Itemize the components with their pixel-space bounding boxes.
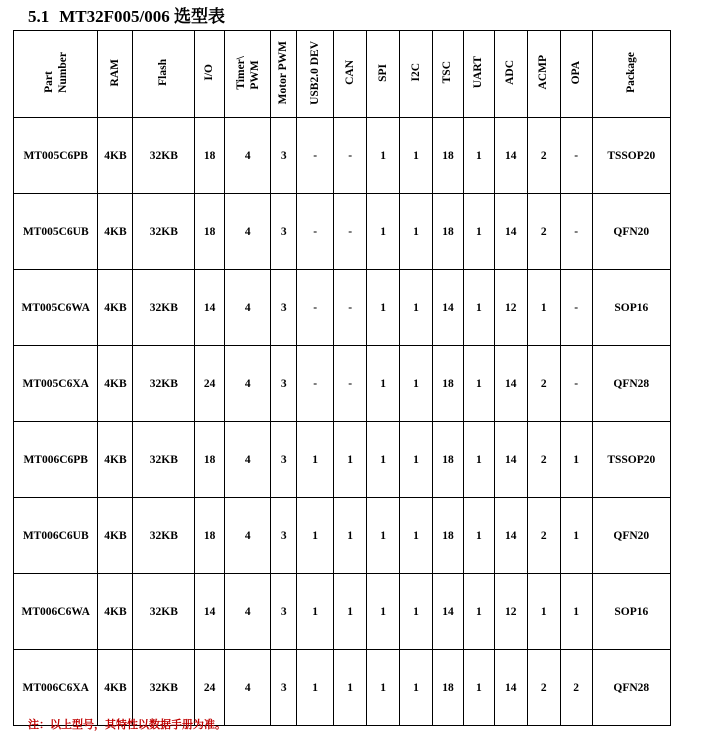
table-cell: 4 (225, 650, 271, 726)
table-cell: 4 (225, 346, 271, 422)
table-cell: 1 (297, 574, 334, 650)
table-cell: - (560, 270, 592, 346)
table-cell: 4KB (98, 498, 133, 574)
header-cell-i2c (400, 31, 433, 118)
header-label: Package (624, 52, 637, 93)
table-cell: 1 (560, 422, 592, 498)
table-row (14, 194, 671, 270)
table-cell: 1 (367, 194, 400, 270)
package-cell: TSSOP20 (592, 422, 670, 498)
header-cell-io (195, 31, 225, 118)
table-cell: 32KB (133, 346, 195, 422)
part-number-cell: MT005C6UB (14, 194, 98, 270)
header-cell-part-number (14, 31, 98, 118)
header-cell-flash (133, 31, 195, 118)
table-row (14, 118, 671, 194)
table-cell: 14 (494, 194, 527, 270)
table-cell: 2 (527, 422, 560, 498)
table-cell: 1 (400, 574, 433, 650)
package-cell: SOP16 (592, 574, 670, 650)
table-cell: 1 (400, 498, 433, 574)
table-cell: 3 (271, 574, 297, 650)
table-cell: 1 (334, 574, 367, 650)
part-number-cell: MT006C6XA (14, 650, 98, 726)
table-cell: 3 (271, 270, 297, 346)
table-cell: 1 (334, 422, 367, 498)
table-cell: 4 (225, 118, 271, 194)
table-cell: 4 (225, 574, 271, 650)
table-cell: 1 (334, 498, 367, 574)
table-cell: 32KB (133, 270, 195, 346)
table-cell: 1 (463, 498, 494, 574)
table-cell: 32KB (133, 422, 195, 498)
table-cell: 1 (367, 498, 400, 574)
table-cell: 14 (494, 118, 527, 194)
table-cell: 4KB (98, 118, 133, 194)
table-row (14, 650, 671, 726)
table-cell: 32KB (133, 650, 195, 726)
table-cell: 14 (433, 270, 464, 346)
header-label: I2C (409, 63, 422, 82)
table-cell: - (297, 194, 334, 270)
table-cell: 1 (367, 270, 400, 346)
table-cell: 1 (463, 346, 494, 422)
table-cell: 2 (560, 650, 592, 726)
table-cell: 3 (271, 650, 297, 726)
table-cell: 3 (271, 194, 297, 270)
package-cell: QFN28 (592, 346, 670, 422)
table-cell: 1 (400, 194, 433, 270)
header-cell-motor-pwm (271, 31, 297, 118)
table-cell: 14 (195, 270, 225, 346)
header-cell-tsc (433, 31, 464, 118)
table-cell: - (334, 346, 367, 422)
table-cell: 14 (494, 498, 527, 574)
table-cell: 32KB (133, 118, 195, 194)
part-number-cell: MT006C6WA (14, 574, 98, 650)
header-label: OPA (569, 60, 582, 85)
table-cell: - (334, 270, 367, 346)
table-row (14, 422, 671, 498)
table-cell: 4 (225, 498, 271, 574)
table-cell: 14 (433, 574, 464, 650)
header-label: RAM (108, 58, 121, 87)
table-body (14, 118, 671, 726)
table-cell: - (297, 346, 334, 422)
header-label: ADC (504, 60, 517, 85)
header-label: I/O (203, 64, 216, 81)
table-cell: 3 (271, 498, 297, 574)
table-cell: 14 (494, 346, 527, 422)
table-cell: 1 (367, 650, 400, 726)
table-cell: 18 (195, 498, 225, 574)
header-cell-uart (463, 31, 494, 118)
table-cell: 18 (195, 194, 225, 270)
table-cell: 32KB (133, 194, 195, 270)
table-cell: 1 (527, 574, 560, 650)
table-cell: 1 (297, 498, 334, 574)
table-cell: 1 (400, 270, 433, 346)
header-label: UART (472, 56, 485, 89)
table-cell: 1 (367, 346, 400, 422)
package-cell: QFN20 (592, 194, 670, 270)
table-cell: 18 (195, 118, 225, 194)
table-cell: 14 (195, 574, 225, 650)
table-cell: 18 (433, 650, 464, 726)
table-cell: - (297, 118, 334, 194)
table-cell: 4 (225, 422, 271, 498)
footer-note-text: 注：以上型号，其特性以数据手册为准。 (28, 718, 226, 731)
table-cell: 14 (494, 422, 527, 498)
table-cell: 1 (400, 422, 433, 498)
table-cell: 4KB (98, 270, 133, 346)
table-cell: 4KB (98, 194, 133, 270)
table-cell: 24 (195, 650, 225, 726)
header-label: Motor PWM (277, 40, 290, 105)
table-cell: 1 (463, 574, 494, 650)
header-cell-spi (367, 31, 400, 118)
table-cell: 1 (463, 422, 494, 498)
table-row (14, 498, 671, 574)
header-cell-package (592, 31, 670, 118)
table-cell: 4 (225, 194, 271, 270)
table-cell: 2 (527, 194, 560, 270)
section-title: MT32F005/006 选型表 (59, 7, 225, 26)
table-cell: - (334, 194, 367, 270)
table-cell: 1 (463, 118, 494, 194)
table-cell: 1 (400, 650, 433, 726)
table-cell: 24 (195, 346, 225, 422)
table-cell: 1 (367, 422, 400, 498)
table-cell: 1 (400, 118, 433, 194)
selection-table (13, 30, 671, 726)
table-cell: - (334, 118, 367, 194)
table-cell: 4KB (98, 346, 133, 422)
header-cell-usb (297, 31, 334, 118)
package-cell: QFN20 (592, 498, 670, 574)
table-cell: 4KB (98, 422, 133, 498)
header-label: Flash (157, 59, 170, 86)
package-cell: SOP16 (592, 270, 670, 346)
table-cell: 18 (195, 422, 225, 498)
table-row (14, 574, 671, 650)
table-cell: 4KB (98, 650, 133, 726)
part-number-cell: MT005C6WA (14, 270, 98, 346)
header-label: TSC (441, 61, 454, 84)
table-cell: 1 (334, 650, 367, 726)
table-cell: 1 (463, 270, 494, 346)
header-row (14, 31, 671, 118)
table-cell: 1 (560, 574, 592, 650)
package-cell: QFN28 (592, 650, 670, 726)
table-cell: 2 (527, 650, 560, 726)
package-cell: TSSOP20 (592, 118, 670, 194)
table-cell: 18 (433, 346, 464, 422)
header-label: CAN (343, 60, 356, 85)
table-cell: 1 (367, 118, 400, 194)
table-cell: 18 (433, 194, 464, 270)
table-cell: 18 (433, 118, 464, 194)
table-cell: 1 (367, 574, 400, 650)
table-cell: 1 (297, 650, 334, 726)
table-row (14, 346, 671, 422)
part-number-cell: MT005C6XA (14, 346, 98, 422)
table-cell: - (560, 346, 592, 422)
header-label: USB2.0 DEV (308, 40, 321, 105)
header-cell-acmp (527, 31, 560, 118)
table-cell: 4 (225, 270, 271, 346)
part-number-cell: MT006C6PB (14, 422, 98, 498)
table-cell: 1 (527, 270, 560, 346)
table-cell: 14 (494, 650, 527, 726)
table-row (14, 270, 671, 346)
table-cell: 2 (527, 118, 560, 194)
table-cell: 12 (494, 270, 527, 346)
header-label: ACMP (537, 55, 550, 90)
header-label: Part Number (42, 52, 69, 93)
table-cell: 3 (271, 422, 297, 498)
table-cell: 12 (494, 574, 527, 650)
table-cell: 1 (400, 346, 433, 422)
section-number: 5.1 (28, 7, 50, 26)
table-cell: - (560, 194, 592, 270)
header-cell-opa (560, 31, 592, 118)
table-cell: 1 (463, 650, 494, 726)
table-cell: 32KB (133, 574, 195, 650)
table-cell: 2 (527, 346, 560, 422)
table-cell: 3 (271, 118, 297, 194)
header-label: SPI (376, 63, 389, 82)
header-cell-timer-pwm (225, 31, 271, 118)
table-cell: 3 (271, 346, 297, 422)
header-cell-adc (494, 31, 527, 118)
header-cell-ram (98, 31, 133, 118)
section-heading (28, 6, 225, 28)
table-cell: 32KB (133, 498, 195, 574)
table-cell: - (297, 270, 334, 346)
table-cell: 4KB (98, 574, 133, 650)
table-cell: 18 (433, 498, 464, 574)
table-cell: 18 (433, 422, 464, 498)
table-cell: 1 (560, 498, 592, 574)
table-cell: - (560, 118, 592, 194)
footer-note (28, 718, 408, 731)
part-number-cell: MT006C6UB (14, 498, 98, 574)
header-cell-can (334, 31, 367, 118)
part-number-cell: MT005C6PB (14, 118, 98, 194)
table-cell: 1 (463, 194, 494, 270)
table-cell: 1 (297, 422, 334, 498)
header-label: Timer\ PWM (234, 55, 261, 90)
table-cell: 2 (527, 498, 560, 574)
